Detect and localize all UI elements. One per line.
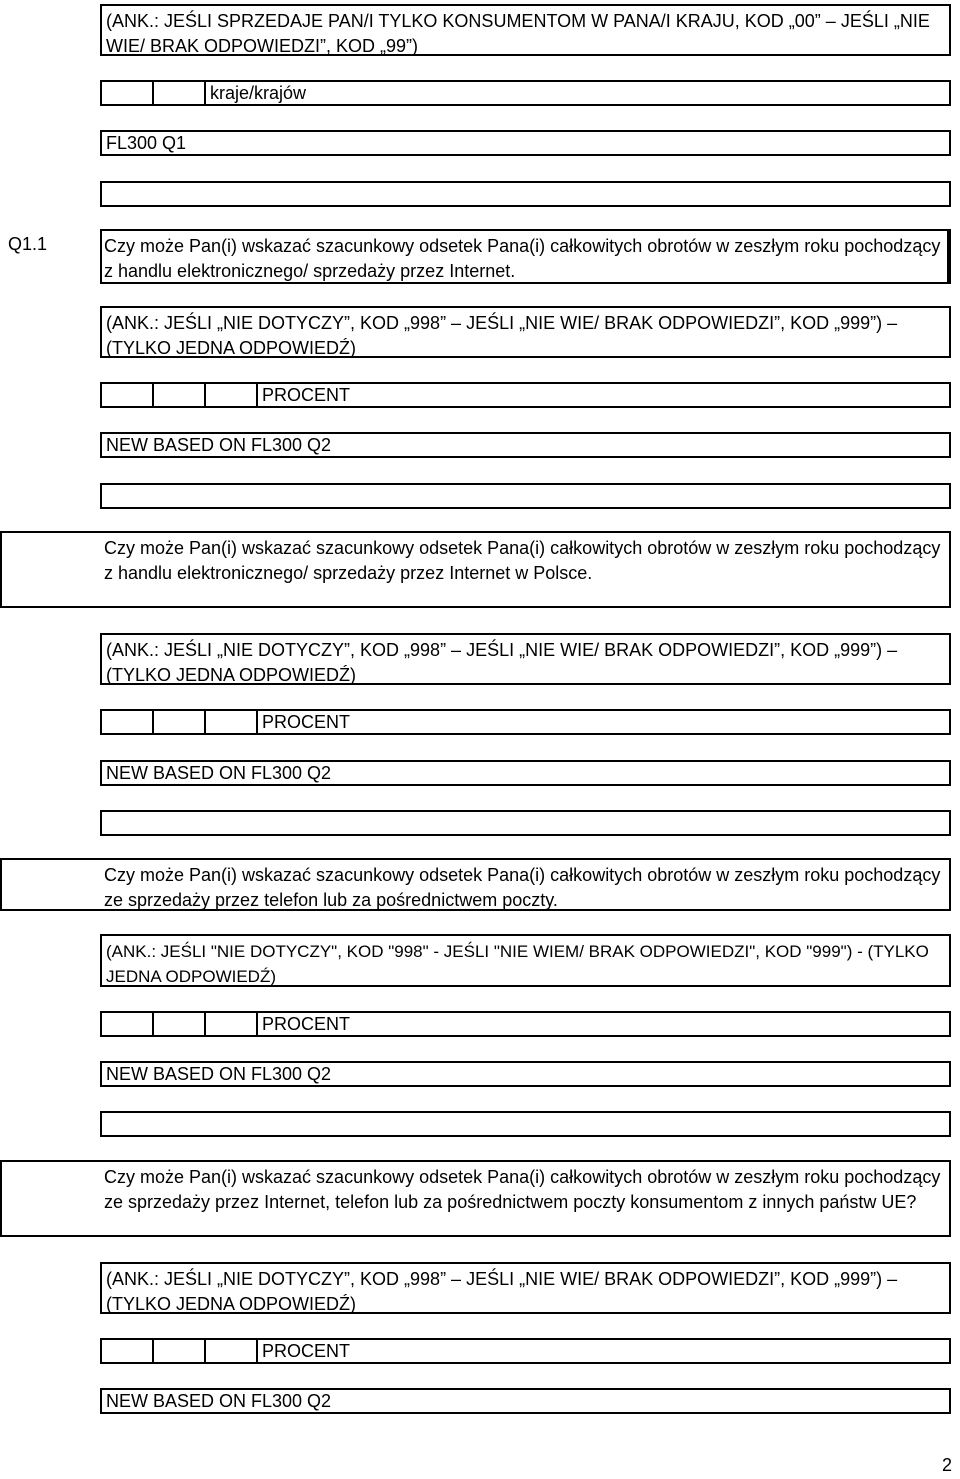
question-box bbox=[0, 1160, 951, 1237]
question-text: Czy może Pan(i) wskazać szacunkowy odsetek Pana(i) całkowitych obrotów w zeszłym roku pochodzący z handlu elektronicznego/ sprzedaży przez Internet. bbox=[104, 236, 941, 281]
question-row bbox=[4, 1160, 951, 1237]
digit-cell[interactable] bbox=[102, 711, 154, 733]
digit-cell[interactable] bbox=[102, 1340, 154, 1362]
spacer-row bbox=[100, 181, 951, 207]
question-box bbox=[0, 531, 951, 608]
unit-label: PROCENT bbox=[262, 385, 351, 405]
digit-cell[interactable] bbox=[102, 82, 154, 104]
source-reference: NEW BASED ON FL300 Q2 bbox=[100, 432, 951, 458]
digit-cell[interactable] bbox=[154, 384, 206, 406]
unit-label: kraje/krajów bbox=[210, 83, 307, 103]
digit-cell[interactable] bbox=[154, 1340, 206, 1362]
instruction-note: (ANK.: JEŚLI „NIE DOTYCZY”, KOD „998” – JEŚLI „NIE WIE/ BRAK ODPOWIEDZI”, KOD „999”) – (TYLKO JEDNA ODPOWIEDŹ) bbox=[100, 306, 951, 358]
question-row bbox=[4, 531, 951, 608]
spacer-row bbox=[100, 483, 951, 509]
question-text: Czy może Pan(i) wskazać szacunkowy odsetek Pana(i) całkowitych obrotów w zeszłym roku pochodzący ze sprzedaży przez telefon lub za pośrednictwem poczty. bbox=[104, 865, 941, 910]
spacer-row bbox=[100, 810, 951, 836]
digit-cell[interactable] bbox=[154, 1013, 206, 1035]
question-number: Q1.1 bbox=[8, 234, 48, 254]
percent-entry[interactable] bbox=[100, 382, 951, 408]
percent-entry[interactable] bbox=[100, 709, 951, 735]
instruction-note: (ANK.: JEŚLI „NIE DOTYCZY”, KOD „998” – JEŚLI „NIE WIE/ BRAK ODPOWIEDZI”, KOD „999”) – (TYLKO JEDNA ODPOWIEDŹ) bbox=[100, 1262, 951, 1314]
unit-label: PROCENT bbox=[262, 712, 351, 732]
digit-cell[interactable] bbox=[206, 711, 258, 733]
question-box bbox=[0, 858, 951, 911]
digit-cell[interactable] bbox=[206, 384, 258, 406]
country-count-entry[interactable] bbox=[100, 80, 951, 106]
instruction-note: (ANK.: JEŚLI „NIE DOTYCZY”, KOD „998” – JEŚLI „NIE WIE/ BRAK ODPOWIEDZI”, KOD „999”) – (TYLKO JEDNA ODPOWIEDŹ) bbox=[100, 633, 951, 685]
instruction-note: (ANK.: JEŚLI SPRZEDAJE PAN/I TYLKO KONSUMENTOM W PANA/I KRAJU, KOD „00” – JEŚLI „NIE WIE/ BRAK ODPOWIEDZI”, KOD „99”) bbox=[100, 4, 951, 56]
digit-cell[interactable] bbox=[102, 1013, 154, 1035]
unit-label: PROCENT bbox=[262, 1341, 351, 1361]
instruction-note: (ANK.: JEŚLI "NIE DOTYCZY", KOD "998" - JEŚLI "NIE WIEM/ BRAK ODPOWIEDZI", KOD "999") - (TYLKO JEDNA ODPOWIEDŹ) bbox=[100, 934, 951, 987]
question-box bbox=[100, 229, 949, 284]
digit-cell[interactable] bbox=[206, 1340, 258, 1362]
unit-label: PROCENT bbox=[262, 1014, 351, 1034]
percent-entry[interactable] bbox=[100, 1338, 951, 1364]
source-reference: NEW BASED ON FL300 Q2 bbox=[100, 760, 951, 786]
source-reference: NEW BASED ON FL300 Q2 bbox=[100, 1388, 951, 1414]
page-number: 2 bbox=[941, 1455, 952, 1475]
question-text: Czy może Pan(i) wskazać szacunkowy odsetek Pana(i) całkowitych obrotów w zeszłym roku pochodzący ze sprzedaży przez Internet, telefon lub za pośrednictwem poczty konsumentom z innych państw UE? bbox=[104, 1167, 941, 1212]
digit-cell[interactable] bbox=[154, 82, 206, 104]
digit-cell[interactable] bbox=[206, 1013, 258, 1035]
source-reference: FL300 Q1 bbox=[100, 130, 951, 156]
source-reference: NEW BASED ON FL300 Q2 bbox=[100, 1061, 951, 1087]
spacer-row bbox=[100, 1111, 951, 1137]
question-row bbox=[4, 858, 951, 911]
question-row bbox=[4, 229, 951, 284]
digit-cell[interactable] bbox=[102, 384, 154, 406]
question-text: Czy może Pan(i) wskazać szacunkowy odsetek Pana(i) całkowitych obrotów w zeszłym roku pochodzący z handlu elektronicznego/ sprzedaży przez Internet w Polsce. bbox=[104, 538, 941, 583]
percent-entry[interactable] bbox=[100, 1011, 951, 1037]
digit-cell[interactable] bbox=[154, 711, 206, 733]
